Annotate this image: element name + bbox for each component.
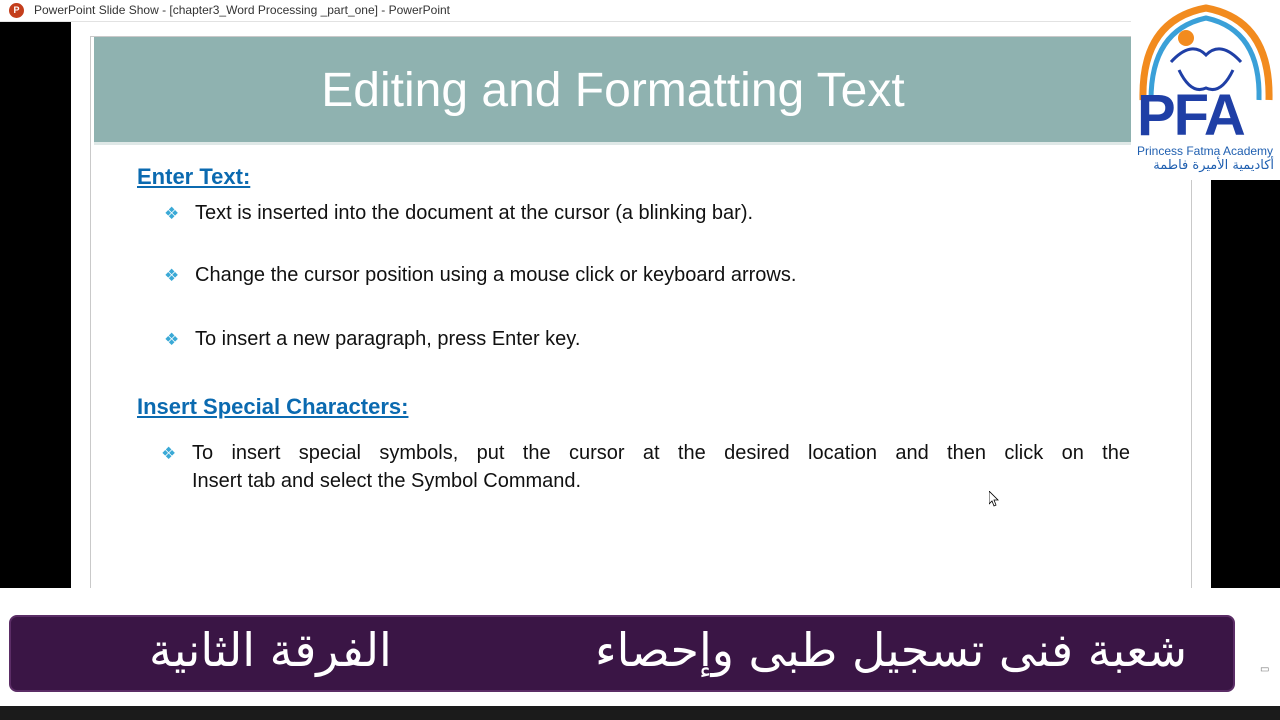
bullet-text-en: To insert a new paragraph, press Enter key. [195,328,581,350]
bullet-text-en-line1: To insert special symbols, put the cursor at the desired location and then click on the [192,442,1130,464]
logo-name-en: Princess Fatma Academy [1137,144,1274,158]
bullet-text-en-line2: Insert tab and select the Symbol Command. [192,470,582,492]
bullet-text-en: Text is inserted into the document at the cursor (a blinking bar). [195,202,754,224]
section-heading-insert-special-characters: Insert Special Characters: [137,394,409,419]
slide[interactable] [71,22,1211,588]
section-heading-enter-text: Enter Text: [137,164,251,189]
slide-title: Editing and Formatting Text [321,64,905,117]
bullet-text-en: Change the cursor position using a mouse click or keyboard arrows. [195,264,797,286]
diamond-bullet-icon: ❖ [161,444,177,464]
academy-logo [1131,0,1280,180]
powerpoint-app-icon[interactable]: P [9,3,24,18]
diamond-bullet-icon: ❖ [164,330,180,350]
diamond-bullet-icon: ❖ [164,266,180,286]
caption-banner [9,615,1235,692]
slide-header-band [94,37,1132,145]
scroll-indicator-icon: ▭ [1260,664,1270,675]
logo-name-ar: أكاديمية الأميرة فاطمة [1153,158,1274,173]
taskbar-strip [0,706,1280,720]
logo-acronym: PFA [1137,83,1244,148]
banner-year-text: الفرقة الثانية [149,623,392,677]
window-titlebar [0,0,1280,22]
diamond-bullet-icon: ❖ [164,204,180,224]
banner-department-text: شعبة فنى تسجيل طبى وإحصاء [594,623,1187,677]
mouse-pointer-icon [989,491,999,507]
window-title: PowerPoint Slide Show - [chapter3_Word Processing _part_one] - PowerPoint [34,3,450,17]
